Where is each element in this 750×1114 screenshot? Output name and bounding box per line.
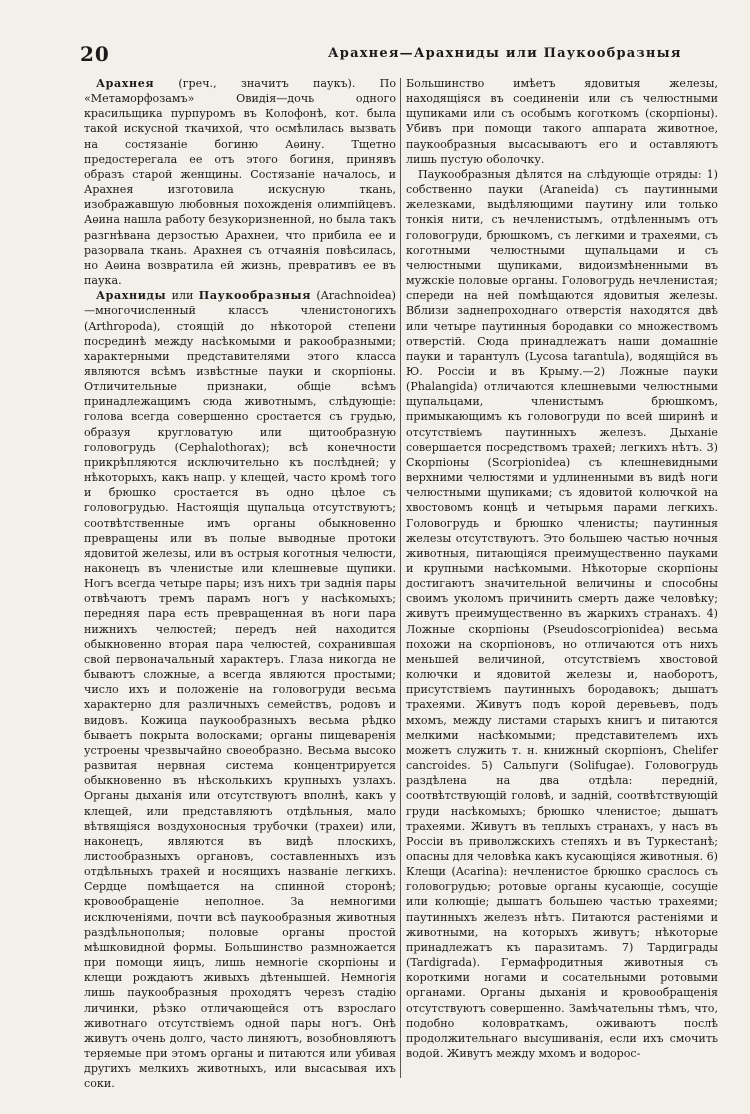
entry-arachnidy-text: (Arachnoidea)—многочисленный классъ членистоногихъ (Arthropoda), стоящій до нѣкоторой степени посрединѣ между насѣкомыми и ракообразными; характерными представителями этого класса являются всѣмъ извѣстные пауки и скорпіоны. Отличительные признаки, общіе всѣмъ принадлежащимъ сюда животнымъ, слѣдующіе: голова всегда совершенно сростается съ грудью, образуя кругловатую или щитообразную головогрудь (Cephalothorax); всѣ конечности прикрѣпляются исключительно къ послѣдней; у нѣкоторыхъ, какъ напр. у клещей, часто кромѣ того и брюшко сростается въ одно цѣлое съ головогрудью. Настоящія щупальца отсутствуютъ; соотвѣтственные имъ органы обыкновенно превращены или въ полые выводные протоки ядовитой железы, или въ острыя коготныя челюсти, наконецъ въ членистые или клешневые щупики. Ногъ всегда четыре пары; изъ нихъ три заднія пары отвѣчаютъ тремъ парамъ ногъ у насѣкомыхъ; передняя пара есть превращенная въ ноги пара нижнихъ челюстей; передъ ней находится обыкновенно вторая пара челюстей, сохранившая свой первоначальный характеръ. Глаза никогда не бываютъ сложные, а всегда являются простыми; число ихъ и положеніе на головогруди весьма характерно для различныхъ семействъ, родовъ и видовъ. Кожица паукообразныхъ весьма рѣдко бываетъ покрыта волосками; органы пищеваренія устроены чрезвычайно своеобразно. Весьма высоко развитая нервная система концентрируется обыкновенно въ нѣсколькихъ крупныхъ узлахъ. Органы дыханія или отсутствуютъ вполнѣ, какъ у клещей, или представляютъ отдѣльныя, мало вѣтвящіяся воздухоносныя трубочки (трахеи) или, наконецъ, являются въ видѣ плоскихъ, листообразныхъ органовъ, составленныхъ изъ отдѣльныхъ трахей и носящихъ названіе легкихъ. Сердце помѣщается на спинной сторонѣ; кровообращеніе неполное. За немногими исключеніями, почти всѣ паукообразныя животныя раздѣльнополыя; половые органы простой мѣшковидной формы. Большинство размножается при помощи яицъ, лишь немногіе скорпіоны и клещи рождаютъ живыхъ дѣтенышей. Немногія лишь паукообразныя проходятъ черезъ стадію личинки, рѣзко отличающейся отъ взрослаго животнаго отсутствіемъ одной пары ногъ. Онѣ живутъ очень долго, часто линяютъ, возобновляютъ теряемые при этомъ органы и питаются или убивая другихъ мелкихъ животныхъ, или высасывая ихъ соки. (84, 289, 396, 1091)
running-head: Арахнея—Арахниды или Паукообразныя (328, 46, 682, 61)
page-header (80, 42, 720, 66)
column-divider (400, 78, 401, 1078)
page-number: 20 (80, 42, 110, 66)
right-paragraph-2: Паукообразныя дѣлятся на слѣдующіе отряды: 1) собственно пауки (Araneida) съ паутинными железками, выдѣляющими паутину или только тонкія нити, съ нечленистымъ, отдѣленнымъ отъ головогруди, брюшкомъ, съ легкими и трахеями, съ коготными челюстными щупальцами и съ челюстными щупиками, видоизмѣненными въ мужскіе половые органы. Головогрудь нечленистая; спереди на ней помѣщаются ядовитыя железы. Вблизи заднепроходнаго отверстія находятся двѣ или четыре паутинныя бородавки со множествомъ отверстій. Сюда принадлежатъ наши домашніе пауки и тарантулъ (Lycosa tarantula), водящійся въ Ю. Россіи и въ Крыму.—2) Ложные пауки (Phalangida) отличаются клешневыми челюстными щупальцами, членистымъ брюшкомъ, примыкающимъ къ головогруди по всей ширинѣ и отсутствіемъ паутинныхъ железъ. Дыханіе совершается посредствомъ трахей; легкихъ нѣтъ. 3) Скорпіоны (Scorpionidea) съ клешневидными верхними челюстями и удлиненными въ видѣ ноги челюстными щупиками; съ ядовитой колючкой на хвостовомъ концѣ и четырьмя парами легкихъ. Головогрудь и брюшко членисты; паутинныя железы отсутствуютъ. Это большею частью ночныя животныя, питающіяся преимущественно пауками и крупными насѣкомыми. Нѣкоторые скорпіоны достигаютъ значительной величины и способны своимъ уколомъ причинить смерть даже человѣку; живутъ преимущественно въ жаркихъ странахъ. 4) Ложные скорпіоны (Pseudoscorpionidea) весьма похожи на скорпіоновъ, но отличаются отъ нихъ меньшей величиной, отсутствіемъ хвостовой колючки и ядовитой железы и, наоборотъ, присутствіемъ паутинныхъ бородавокъ; дышатъ трахеями. Живутъ подъ корой деревьевъ, подъ мхомъ, между листами старыхъ книгъ и питаются мелкими насѣкомыми; представителемъ ихъ можетъ служить т. н. книжный скорпіонъ, Chelifer cancroides. 5) Сальпуги (Solifugae). Головогрудь раздѣлена на два отдѣла: передній, соотвѣтствующій головѣ, и задній, соотвѣтствующій груди насѣкомыхъ; брюшко членистое; дышатъ трахеями. Живутъ въ теплыхъ странахъ, у насъ въ Россіи въ приволжскихъ степяхъ и въ Туркестанѣ; опасны для человѣка какъ кусающіяся животныя. 6) Клещи (Acarina): нечленистое брюшко сраслось съ головогрудью; ротовые органы кусающіе, сосущіе или колющіе; дышатъ большею частью трахеями; паутинныхъ железъ нѣтъ. Питаются растеніями и животными, на которыхъ живутъ; нѣкоторые принадлежатъ къ паразитамъ. 7) Тардиграды (Tardigrada). Гермафродитныя животныя съ короткими ногами и сосательными ротовыми органами. Органы дыханія и кровообращенія отсутствуютъ совершенно. Замѣчательны тѣмъ, что, подобно коловраткамъ, оживаютъ послѣ продолжительнаго высушиванія, если ихъ смочить водой. Живутъ между мхомъ и водорос- (406, 167, 718, 1060)
right-paragraph-1: Большинство имѣетъ ядовитыя железы, находящіяся въ соединеніи или съ челюстными щупиками или съ особымъ коготкомъ (скорпіоны). Убивъ при помощи такого аппарата животное, паукообразныя высасываютъ его и оставляютъ лишь пустую оболочку. (406, 77, 718, 166)
right-column (406, 76, 718, 1061)
headword-paukoobraznyya: Паукообразныя (198, 289, 312, 303)
headword-arachnidy: Арахниды (96, 289, 167, 303)
entry-arachnidy (84, 288, 396, 1091)
entry-arachnea-text: (греч., значитъ паукъ). По «Метаморфозамъ» Овидія—дочь одного красильщика пурпуромъ въ Колофонѣ, кот. была такой искусной ткачихой, что осмѣлилась вызвать на состязаніе богиню Аѳину. Тщетно предостерегала ее отъ этого богиня, принявъ образъ старой женщины. Состязаніе началось, и Арахнея изготовила искусную ткань, изображавшую любовныя похожденія олимпійцевъ. Аѳина нашла работу безукоризненной, но была такъ разгнѣвана дерзостью Арахнеи, что прибила ее и разорвала ткань. Арахнея съ отчаянія повѣсилась, но Аѳина возвратила ей жизнь, превративъ ее въ паука. (84, 77, 396, 288)
headword-arachnea: Арахнея (96, 77, 155, 90)
left-column (84, 76, 396, 1091)
entry-arachnea (84, 76, 396, 288)
headword-connector: или (171, 289, 194, 303)
